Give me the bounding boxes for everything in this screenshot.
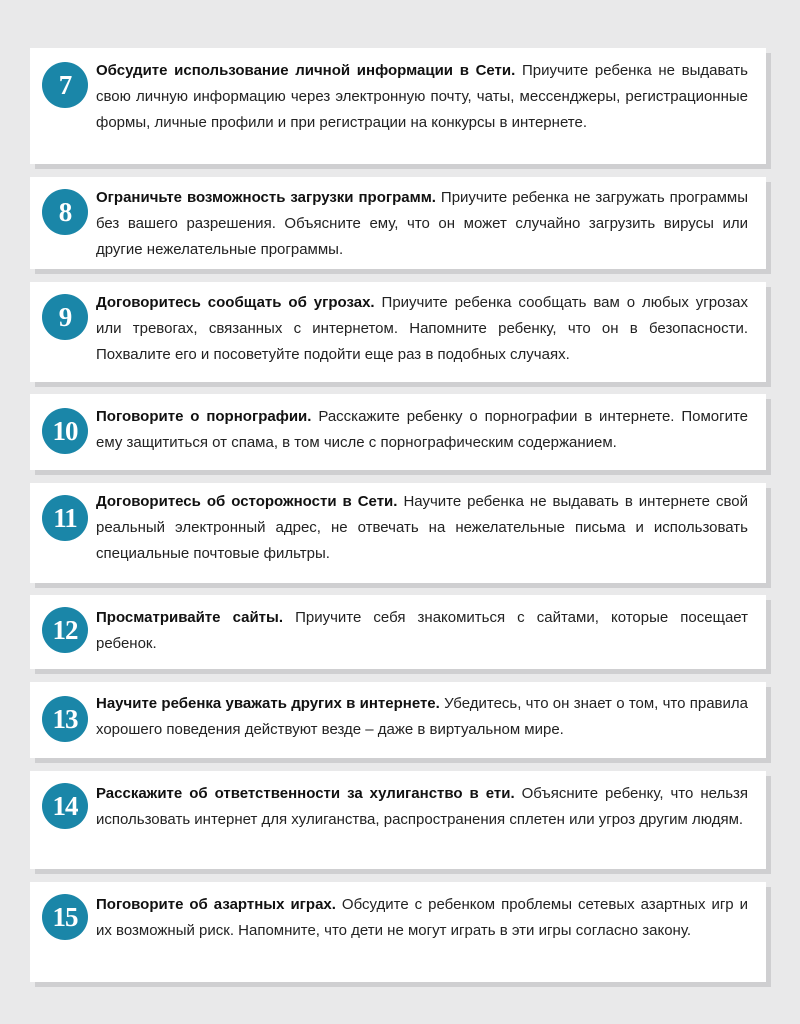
tip-number-badge: 9	[42, 294, 88, 340]
tip-text	[96, 489, 748, 567]
tip-title: Научите ребенка уважать других в интернете.	[96, 695, 440, 712]
tip-body: Приучите себя знакомиться с сайтами, которые посещает ребенок.	[96, 609, 749, 652]
tip-body: Убедитесь, что он знает о том, что правила хорошего поведения действуют везде – даже в виртуальном мире.	[96, 695, 748, 738]
tip-text	[96, 892, 748, 944]
tip-number-badge: 10	[42, 408, 88, 454]
tip-card-9	[30, 282, 766, 382]
tip-text	[96, 691, 748, 743]
tip-number-badge: 13	[42, 696, 88, 742]
tip-card-11	[30, 483, 766, 583]
tip-title: Договоритесь сообщать об угрозах.	[96, 294, 375, 311]
tip-title: Обсудите использование личной информации в Сети.	[96, 62, 516, 79]
tip-body: Расскажите ребенку о порнографии в интернете. Помогите ему защититься от спама, в том числе с порнографическим содержанием.	[96, 408, 748, 451]
tip-title: Ограничьте возможность загрузки программ.	[96, 189, 436, 206]
tip-body: Научите ребенка не выдавать в интернете свой реальный электронный адрес, не отвечать на нежелательные письма и использовать специальные почтовые фильтры.	[96, 493, 749, 562]
tip-title: Просматривайте сайты.	[96, 609, 283, 626]
tip-card-7	[30, 48, 766, 164]
tip-text	[96, 781, 748, 833]
tip-number-badge: 15	[42, 894, 88, 940]
tip-text	[96, 58, 748, 136]
tip-number-badge: 7	[42, 62, 88, 108]
tip-card-14	[30, 771, 766, 869]
tip-body: Приучите ребенка сообщать вам о любых угрозах или тревогах, связанных с интернетом. Напомните ребенку, что он в безопасности. Похвалите его и посоветуйте подойти еще раз в подобных случаях.	[96, 294, 748, 363]
tip-body: Приучите ребенка не выдавать свою личную информацию через электронную почту, чаты, мессенджеры, регистрационные формы, личные профили и при регистрации на конкурсы в интернете.	[96, 62, 748, 131]
tip-text	[96, 404, 748, 456]
tip-text	[96, 185, 748, 263]
tip-number-badge: 8	[42, 189, 88, 235]
tip-card-10	[30, 394, 766, 470]
tip-card-13	[30, 682, 766, 758]
tip-card-8	[30, 177, 766, 269]
tip-card-15	[30, 882, 766, 982]
tip-title: Поговорите о порнографии.	[96, 408, 312, 425]
tip-text	[96, 605, 748, 657]
tip-title: Договоритесь об осторожности в Сети.	[96, 493, 398, 510]
tip-title: Расскажите об ответственности за хулиганство в ети.	[96, 785, 515, 802]
tip-text	[96, 290, 748, 368]
tip-number-badge: 11	[42, 495, 88, 541]
tip-number-badge: 14	[42, 783, 88, 829]
tip-body: Обсудите с ребенком проблемы сетевых азартных игр и их возможный риск. Напомните, что дети не могут играть в эти игры согласно закону.	[96, 896, 748, 939]
tip-title: Поговорите об азартных играх.	[96, 896, 336, 913]
tip-number-badge: 12	[42, 607, 88, 653]
tip-body: Объясните ребенку, что нельзя использовать интернет для хулиганства, распространения сплетен или угроз другим людям.	[96, 785, 749, 828]
tip-body: Приучите ребенка не загружать программы без вашего разрешения. Объясните ему, что он может случайно загрузить вирусы или другие нежелательные программы.	[96, 189, 748, 258]
tip-card-12	[30, 595, 766, 669]
